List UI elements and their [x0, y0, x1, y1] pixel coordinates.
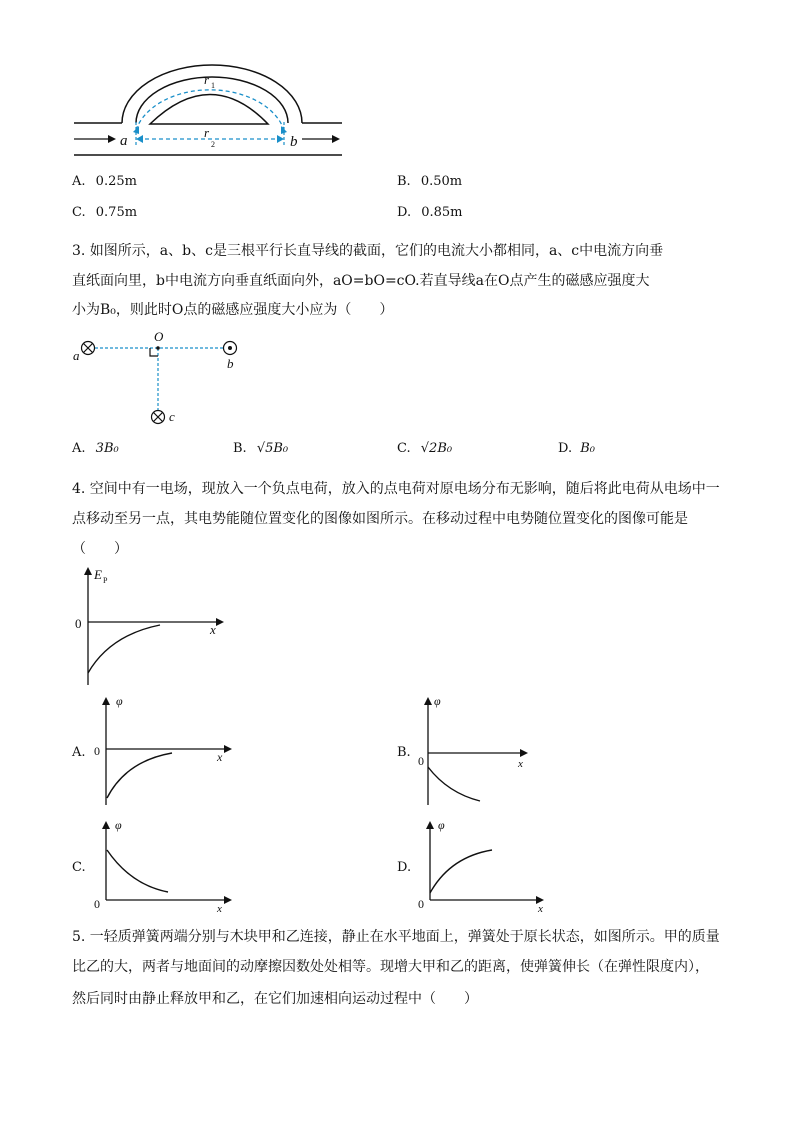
wire-c-into-page-icon [152, 411, 165, 424]
q4-option-c-letter[interactable]: C. [72, 860, 86, 875]
ep-zero-label: 0 [75, 616, 82, 631]
q4-c-x-label: x [217, 903, 222, 915]
q3-line-3: 小为B₀，则此时O点的磁感应强度大小应为（ ） [72, 302, 394, 318]
q4-d-x-label: x [538, 903, 543, 915]
q4-option-a-graph[interactable] [86, 693, 246, 808]
q3-option-d[interactable] [558, 441, 595, 457]
q3-option-b-value: √5B₀ [256, 441, 289, 456]
q3-option-b[interactable] [233, 441, 288, 457]
q5-line-1: 5. 一轻质弹簧两端分别与木块甲和乙连接，静止在水平地面上，弹簧处于原长状态，如图所示。甲的质量 [72, 929, 720, 945]
q4-d-zero: 0 [418, 897, 424, 911]
q4-option-b-graph[interactable] [408, 693, 548, 808]
ep-x-axis-label: x [210, 622, 216, 637]
q3-option-a-value: 3B₀ [95, 441, 119, 456]
q5-line-3: 然后同时由静止释放甲和乙，在它们加速相向运动过程中（ ） [72, 991, 478, 1007]
q3-option-d-letter: D. [558, 441, 573, 456]
q2-option-d[interactable] [397, 205, 463, 221]
q2-option-d-value: 0.85m [421, 205, 463, 220]
wire-b-out-of-page-icon [224, 342, 237, 355]
q5-line-2: 比乙的大，两者与地面间的动摩擦因数处处相等。现增大甲和乙的距离，使弹簧伸长（在弹性限度内）， [72, 959, 709, 975]
q3-option-c[interactable] [397, 441, 452, 457]
q4-a-x-label: x [217, 750, 223, 764]
q4-option-d-graph[interactable] [410, 815, 560, 915]
q4-option-d-letter[interactable]: D. [397, 860, 412, 875]
q4-c-y-label: φ [115, 818, 122, 832]
ep-axis-sub: P [103, 576, 108, 585]
q2-option-c-letter: C. [72, 205, 86, 220]
q4-line-3: （ ） [72, 541, 128, 557]
q4-b-zero: 0 [418, 754, 424, 768]
q4-line-2: 点移动至另一点，其电势能随位置变化的图像如图所示。在移动过程中电势随位置变化的图像可能是 [72, 511, 688, 527]
r1-label: r [204, 72, 210, 87]
q4-a-y-label: φ [116, 694, 123, 708]
q4-line-1: 4. 空间中有一电场，现放入一个负点电荷，放入的点电荷对原电场分布无影响，随后将此电荷从电场中一 [72, 481, 720, 497]
wire-c-label: c [169, 409, 175, 424]
ep-axis-label: E [94, 567, 102, 582]
q2-option-d-letter: D. [397, 205, 412, 220]
point-b-label: b [290, 134, 298, 150]
r1-sub: 1 [211, 81, 215, 90]
q3-option-b-letter: B. [233, 441, 247, 456]
q2-option-a-letter: A. [72, 174, 86, 189]
q2-option-a[interactable] [72, 174, 137, 190]
wire-a-into-page-icon [82, 342, 95, 355]
r2-sub: 2 [211, 140, 215, 149]
q2-option-b[interactable] [397, 174, 462, 190]
q4-b-x-label: x [518, 758, 523, 770]
ep-x-graph [70, 565, 230, 690]
q3-option-a-letter: A. [72, 441, 86, 456]
q3-line-2: 直纸面向里，b中电流方向垂直纸面向外，aO=bO=cO.若直导线a在O点产生的磁感应强度大 [72, 273, 650, 289]
wire-a-label: a [73, 348, 80, 363]
q4-option-c-graph[interactable] [86, 815, 246, 915]
q4-c-zero: 0 [94, 897, 100, 911]
q3-option-a[interactable] [72, 441, 119, 457]
wire-b-label: b [227, 356, 234, 371]
q3-option-c-value: √2B₀ [420, 441, 453, 456]
r2-label: r [204, 125, 210, 140]
q4-option-a-letter[interactable]: A. [72, 745, 86, 760]
q3-option-c-letter: C. [397, 441, 411, 456]
point-a-label: a [120, 133, 128, 149]
wires-figure [70, 328, 260, 428]
arch-tube-figure [70, 60, 360, 170]
q4-b-y-label: φ [434, 694, 441, 708]
q2-option-a-value: 0.25m [95, 174, 137, 189]
q3-line-1: 3. 如图所示，a、b、c是三根平行长直导线的截面，它们的电流大小都相同，a、c中电流方向垂 [72, 243, 664, 259]
q2-option-c-value: 0.75m [95, 205, 138, 220]
q4-a-zero: 0 [94, 744, 100, 758]
q4-d-y-label: φ [438, 818, 445, 832]
q2-option-b-letter: B. [397, 174, 411, 189]
point-o-label: O [154, 329, 164, 344]
q4-option-b-letter[interactable]: B. [397, 745, 411, 760]
q3-option-d-value: B₀ [580, 441, 595, 456]
q2-option-b-value: 0.50m [420, 174, 463, 189]
q2-option-c[interactable] [72, 205, 137, 221]
